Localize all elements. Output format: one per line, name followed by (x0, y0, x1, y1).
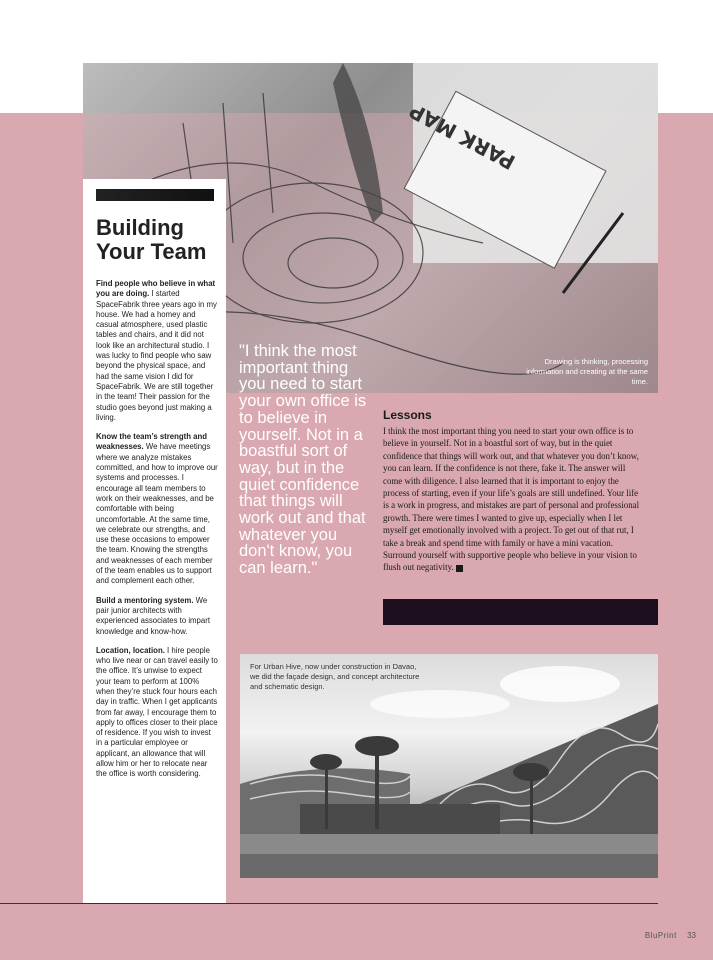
article-body (96, 279, 218, 789)
end-mark-icon (456, 565, 463, 572)
pull-quote: "I think the most important thing you need to start your own office is to believe in yourself. Not in a boastful sort of way, but in the quiet confidence that things will work out and that whatever you don't know, you can learn." (239, 342, 367, 578)
footer-rule (0, 903, 658, 904)
section-text: We have meetings where we analyze mistakes committed, and how to improve our systems and processes. I encourage all team members to work on their weaknesses, and be comfortable with being uncomfortable. At the same time, we celebrate our strengths, and use these occasions to empower the team. Knowing the strengths and weaknesses of each member of the team enables us to support and complement each other. (96, 442, 218, 586)
section-lead: Build a mentoring system. (96, 595, 194, 605)
lessons-text-block (383, 425, 645, 574)
lessons-heading: Lessons (383, 408, 432, 422)
magazine-brand: BluPrint (644, 931, 677, 940)
section-text: We pair junior architects with experienced associates to impart knowledge and know-how. (96, 595, 210, 636)
section-lead: Location, location. (96, 645, 165, 655)
urban-hive-caption: For Urban Hive, now under construction in Davao, we did the façade design, and concept architecture and schematic design. (250, 662, 420, 691)
section-paragraph (96, 432, 218, 586)
column-header-bar (96, 189, 214, 201)
sidebar-column (83, 179, 226, 903)
urban-hive-photo (240, 654, 658, 878)
lessons-text: I think the most important thing you need to start your own office is to believe in yourself. Not in a boastful sort of way, but in the quiet confidence that things will work out, and that whatever you don’t know, you can learn. If the confidence is not there, fake it. The answer will come with diligence. I also learned that it is important to enjoy the process of starting, even if your life’s goals are still undefined. Your life is a work in progress, and mistakes are part of personal and professional growth. There were times I wanted to give up, especially when I let myself get emotionally involved with a project. To get out of that rut, I take a break and spend time with family or have a mini vacation. Surround yourself with supportive people who believe in your vision to flush out negativity. (383, 426, 640, 573)
section-lead: Find people who believe in what you are doing. (96, 279, 216, 299)
article-title: Building Your Team (96, 215, 207, 264)
page-footer (645, 931, 696, 940)
section-lead: Know the team’s strength and weaknesses. (96, 432, 208, 452)
dark-accent-bar (383, 599, 658, 625)
page-number: 33 (687, 931, 696, 940)
drawing-photo-caption: Drawing is thinking, processing information and creating at the same time. (526, 357, 648, 386)
section-paragraph (96, 646, 218, 780)
park-map-label: PARK MAP (405, 98, 520, 175)
section-paragraph (96, 279, 218, 423)
section-paragraph (96, 596, 218, 637)
lessons-section (383, 408, 645, 574)
section-text: I started SpaceFabrik three years ago in my house. We had a homey and casual atmosphere, used plastic tables and chairs, and it did not look like an architectural studio. I was lucky to find people who saw beyond the physical space, and had the same vision I did for SpaceFabrik. We are still together in the team! Their passion for the studio goes beyond just making a living. (96, 289, 217, 422)
section-text: I hire people who live near or can travel easily to the office. It’s unwise to expect your team to perform at 100% when they’re stuck four hours each day in traffic. When I get applicants from far away, I encourage them to apply to offices closer to their place of residence. If you wish to invest in a particular employee or applicant, an allowance that will allow him or her to relocate near the office is worth considering. (96, 645, 218, 779)
